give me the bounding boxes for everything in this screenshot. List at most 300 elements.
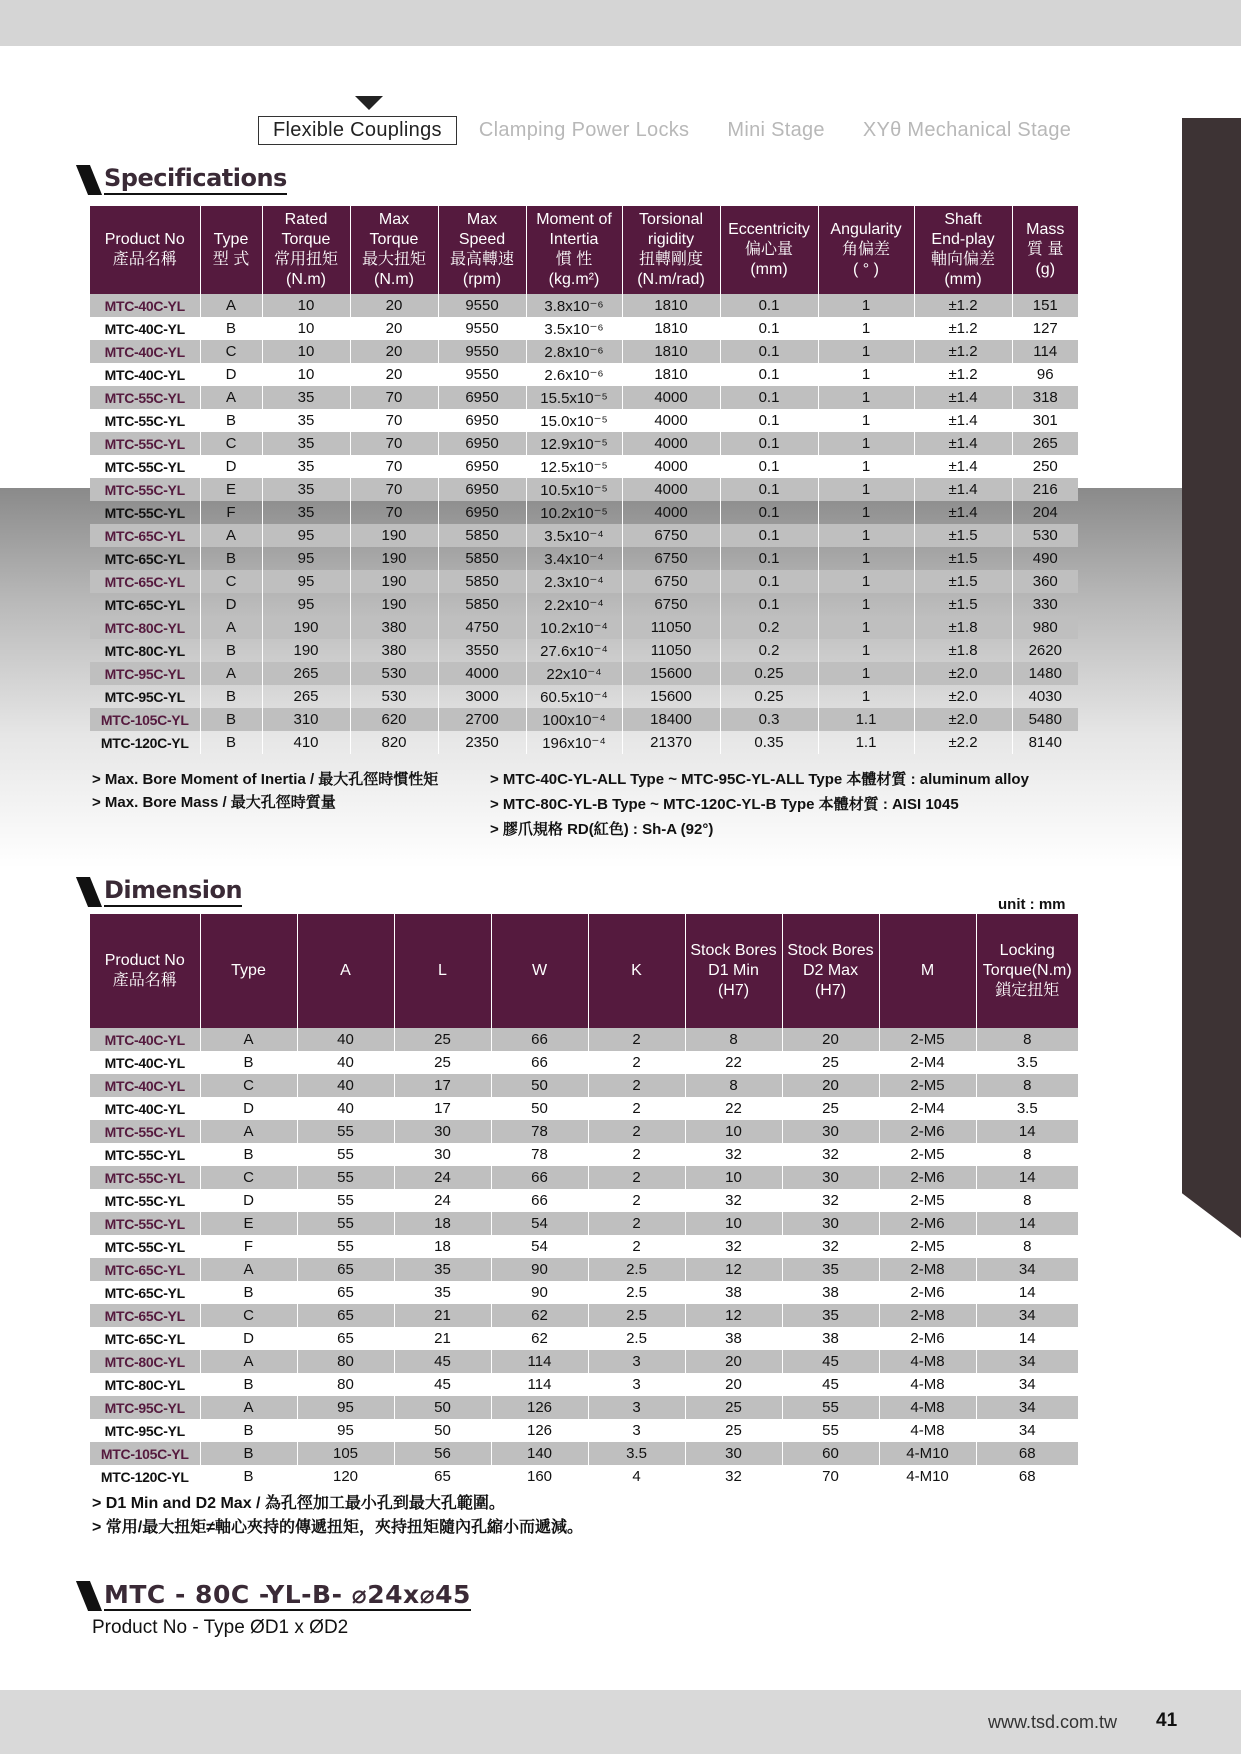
table-row xyxy=(90,363,1078,386)
table-cell: 70 xyxy=(350,478,438,501)
table-row xyxy=(90,593,1078,616)
product-no-cell: MTC-40C-YL xyxy=(90,1097,200,1120)
table-cell: B xyxy=(200,1419,297,1442)
table-cell: 151 xyxy=(1012,294,1078,317)
table-cell: 35 xyxy=(262,501,350,524)
table-cell: ±2.2 xyxy=(914,731,1012,754)
product-no-cell: MTC-55C-YL xyxy=(90,1212,200,1235)
table-cell: D xyxy=(200,1097,297,1120)
table-cell: 18 xyxy=(394,1235,491,1258)
spec-header-label: Max xyxy=(466,211,498,228)
note-bore-moment: > Max. Bore Moment of Inertia / 最大孔徑時慣性矩 xyxy=(92,771,439,788)
spec-header-label: (N.m) xyxy=(374,271,414,288)
nav-flexible-couplings[interactable]: Flexible Couplings xyxy=(258,116,457,145)
table-cell: 10 xyxy=(685,1120,782,1143)
spec-header-label: Angularity xyxy=(830,221,902,238)
table-cell: 6750 xyxy=(622,570,720,593)
table-cell: 2-M5 xyxy=(879,1074,976,1097)
table-cell: 4000 xyxy=(438,662,526,685)
table-cell: B xyxy=(200,1465,297,1488)
table-cell: ±1.2 xyxy=(914,363,1012,386)
table-cell: B xyxy=(200,731,262,754)
table-cell: 95 xyxy=(262,593,350,616)
product-no-cell: MTC-40C-YL xyxy=(90,317,200,340)
table-cell: 11050 xyxy=(622,616,720,639)
product-no-cell: MTC-65C-YL xyxy=(90,547,200,570)
table-cell: 190 xyxy=(262,639,350,662)
table-cell: ±1.2 xyxy=(914,294,1012,317)
nav-xy-theta-stage[interactable]: XYθ Mechanical Stage xyxy=(862,118,1072,141)
table-cell: C xyxy=(200,432,262,455)
table-cell: 4750 xyxy=(438,616,526,639)
table-cell: 38 xyxy=(685,1327,782,1350)
table-cell: 114 xyxy=(491,1373,588,1396)
table-cell: 1810 xyxy=(622,363,720,386)
table-cell: 25 xyxy=(782,1051,879,1074)
spec-header-cell xyxy=(350,206,438,294)
table-cell: 45 xyxy=(782,1350,879,1373)
table-cell: 66 xyxy=(491,1028,588,1051)
spec-notes-left xyxy=(92,768,438,814)
table-cell: 190 xyxy=(350,524,438,547)
dim-header-label: K xyxy=(631,962,642,979)
spec-header-cell xyxy=(200,206,262,294)
table-cell: 310 xyxy=(262,708,350,731)
spec-header-label: Speed xyxy=(458,231,506,248)
product-no-cell: MTC-55C-YL xyxy=(90,1143,200,1166)
product-no-cell: MTC-40C-YL xyxy=(90,294,200,317)
table-cell: 22 xyxy=(685,1097,782,1120)
table-cell: 12 xyxy=(685,1304,782,1327)
spec-header-row xyxy=(90,206,1078,294)
table-row xyxy=(90,1235,1078,1258)
spec-header-label: 最大扭矩 xyxy=(361,251,426,268)
table-cell: 4000 xyxy=(622,409,720,432)
table-cell: 1 xyxy=(818,547,914,570)
table-cell: 5850 xyxy=(438,524,526,547)
table-cell: 32 xyxy=(782,1143,879,1166)
table-cell: 530 xyxy=(1012,524,1078,547)
note-torque: > 常用/最大扭矩≠軸心夾持的傳遞扭矩，夾持扭矩隨內孔縮小而遞減。 xyxy=(92,1519,584,1536)
product-no-cell: MTC-40C-YL xyxy=(90,340,200,363)
table-cell: 32 xyxy=(685,1235,782,1258)
table-cell: 1.1 xyxy=(818,731,914,754)
table-cell: ±1.4 xyxy=(914,501,1012,524)
spec-header-label: (g) xyxy=(1035,261,1056,278)
table-cell: 40 xyxy=(297,1028,394,1051)
table-cell: 70 xyxy=(350,455,438,478)
spec-header-cell xyxy=(262,206,350,294)
table-cell: B xyxy=(200,547,262,570)
product-no-cell: MTC-40C-YL xyxy=(90,1028,200,1051)
dim-header-row xyxy=(90,914,1078,1028)
table-row xyxy=(90,547,1078,570)
table-cell: 2-M8 xyxy=(879,1304,976,1327)
table-cell: B xyxy=(200,685,262,708)
table-cell: 265 xyxy=(262,662,350,685)
table-cell: 3 xyxy=(588,1419,685,1442)
table-cell: 4-M10 xyxy=(879,1442,976,1465)
spec-header-label: (mm) xyxy=(750,261,788,278)
dim-header-label: Product No xyxy=(104,952,185,969)
table-cell: 105 xyxy=(297,1442,394,1465)
footer-url[interactable]: www.tsd.com.tw xyxy=(988,1712,1118,1732)
table-cell: 70 xyxy=(350,432,438,455)
table-cell: 301 xyxy=(1032,412,1058,429)
table-cell: 0.1 xyxy=(720,478,818,501)
specifications-table xyxy=(90,206,1078,754)
table-row xyxy=(90,1465,1078,1488)
table-cell: ±1.5 xyxy=(914,547,1012,570)
table-cell: 55 xyxy=(297,1189,394,1212)
table-cell: 3.5 xyxy=(1016,1054,1038,1071)
table-cell: 318 xyxy=(1012,386,1078,409)
dimension-title: Dimension xyxy=(104,876,242,907)
table-cell: B xyxy=(200,1373,297,1396)
spec-header-label: 慣 性 xyxy=(555,251,593,268)
table-cell: 45 xyxy=(394,1350,491,1373)
table-cell: 1480 xyxy=(1012,662,1078,685)
table-cell: ±1.8 xyxy=(914,639,1012,662)
spec-header-label: (kg.m²) xyxy=(548,271,600,288)
table-cell: 3.5 xyxy=(588,1442,685,1465)
table-cell: 38 xyxy=(685,1281,782,1304)
table-cell: 30 xyxy=(782,1120,879,1143)
table-cell: 4-M10 xyxy=(879,1465,976,1488)
table-cell: 78 xyxy=(491,1120,588,1143)
table-cell: D xyxy=(200,455,262,478)
table-cell: 0.1 xyxy=(720,547,818,570)
table-cell: B xyxy=(200,1442,297,1465)
product-no-cell: MTC-55C-YL xyxy=(90,1120,200,1143)
table-cell: 4030 xyxy=(1028,688,1062,705)
table-cell: 1 xyxy=(818,501,914,524)
table-cell: E xyxy=(200,1212,297,1235)
table-cell: 114 xyxy=(491,1350,588,1373)
table-cell: ±1.5 xyxy=(914,593,1012,616)
dim-header-cell xyxy=(297,914,394,1028)
table-cell: ±1.2 xyxy=(914,340,1012,363)
table-cell: 190 xyxy=(350,593,438,616)
table-cell: 56 xyxy=(394,1442,491,1465)
right-side-bar xyxy=(1182,118,1241,1238)
nav-mini-stage[interactable]: Mini Stage xyxy=(727,118,825,141)
dim-notes xyxy=(92,1492,583,1540)
table-cell: 114 xyxy=(1012,340,1078,363)
example-code-heading xyxy=(82,1580,471,1611)
table-row xyxy=(90,731,1078,754)
table-cell: 6750 xyxy=(622,593,720,616)
table-cell: 65 xyxy=(394,1465,491,1488)
table-cell: 1 xyxy=(818,386,914,409)
table-cell: 30 xyxy=(685,1442,782,1465)
spec-header-cell xyxy=(1012,206,1078,294)
table-cell: 0.1 xyxy=(720,386,818,409)
page-number: 41 xyxy=(1156,1710,1178,1731)
table-cell: 2350 xyxy=(438,731,526,754)
table-cell: 0.1 xyxy=(720,294,818,317)
table-cell: 15.0x10⁻⁵ xyxy=(526,409,622,432)
table-cell: 32 xyxy=(782,1235,879,1258)
table-cell: 2700 xyxy=(438,708,526,731)
table-cell: C xyxy=(200,1074,297,1097)
table-cell: 32 xyxy=(782,1189,879,1212)
spec-header-cell xyxy=(438,206,526,294)
table-cell: A xyxy=(200,1120,297,1143)
spec-header-label: 型 式 xyxy=(212,251,250,268)
spec-header-cell xyxy=(914,206,1012,294)
dim-header-cell xyxy=(491,914,588,1028)
table-cell: 8 xyxy=(1023,1192,1032,1209)
table-row xyxy=(90,1074,1078,1097)
table-cell: 8 xyxy=(685,1028,782,1051)
table-cell: 330 xyxy=(1032,596,1058,613)
table-cell: 35 xyxy=(262,455,350,478)
spec-header-label: ( ° ) xyxy=(853,261,879,278)
table-cell: 1 xyxy=(818,294,914,317)
dim-header-label: Torque(N.m) xyxy=(982,962,1072,979)
dim-header-label: Locking xyxy=(999,942,1055,959)
table-cell: 95 xyxy=(262,547,350,570)
table-cell: 3000 xyxy=(438,685,526,708)
table-cell: 18 xyxy=(394,1212,491,1235)
table-cell: 1 xyxy=(818,524,914,547)
table-cell: ±1.8 xyxy=(914,616,1012,639)
table-cell: 2 xyxy=(588,1235,685,1258)
table-row xyxy=(90,524,1078,547)
spec-header-label: 角偏差 xyxy=(841,241,890,258)
table-cell: 15.5x10⁻⁵ xyxy=(526,386,622,409)
specifications-title: Specifications xyxy=(104,164,287,195)
table-cell: 70 xyxy=(350,386,438,409)
table-cell: 35 xyxy=(262,478,350,501)
table-cell: 1 xyxy=(818,455,914,478)
table-cell: 34 xyxy=(976,1258,1078,1281)
table-cell: 10 xyxy=(262,340,350,363)
table-cell: 24 xyxy=(394,1166,491,1189)
table-cell: 20 xyxy=(685,1350,782,1373)
table-cell: 9550 xyxy=(438,340,526,363)
spec-header-label: 扭轉剛度 xyxy=(638,251,703,268)
table-cell: 55 xyxy=(782,1396,879,1419)
table-cell: 190 xyxy=(262,616,350,639)
table-cell: 2 xyxy=(588,1143,685,1166)
table-cell: 2-M6 xyxy=(879,1281,976,1304)
table-cell: 4-M8 xyxy=(879,1373,976,1396)
product-no-cell: MTC-55C-YL xyxy=(90,478,200,501)
table-cell: 204 xyxy=(1032,504,1058,521)
table-cell: 95 xyxy=(262,524,350,547)
table-cell: B xyxy=(200,1281,297,1304)
table-cell: 126 xyxy=(491,1419,588,1442)
table-cell: 265 xyxy=(262,685,350,708)
dim-header-cell xyxy=(200,914,297,1028)
table-cell: 530 xyxy=(350,662,438,685)
spec-header-label: Torque xyxy=(369,231,419,248)
table-cell: 2.5 xyxy=(588,1327,685,1350)
table-cell: 1 xyxy=(818,639,914,662)
table-cell: 10 xyxy=(262,363,350,386)
table-row xyxy=(90,662,1078,685)
table-cell: 68 xyxy=(976,1442,1078,1465)
table-cell: ±1.5 xyxy=(914,570,1012,593)
table-cell: 2-M6 xyxy=(879,1166,976,1189)
table-cell: 40 xyxy=(297,1074,394,1097)
table-cell: 20 xyxy=(782,1074,879,1097)
table-cell: 25 xyxy=(394,1028,491,1051)
table-cell: 0.25 xyxy=(720,662,818,685)
table-cell: 1 xyxy=(818,363,914,386)
table-cell: 1 xyxy=(818,662,914,685)
spec-header-label: Torque xyxy=(281,231,331,248)
table-cell: 160 xyxy=(491,1465,588,1488)
table-cell: 34 xyxy=(976,1350,1078,1373)
table-cell: 1.1 xyxy=(818,708,914,731)
table-cell: D xyxy=(200,1327,297,1350)
product-no-cell: MTC-80C-YL xyxy=(90,1350,200,1373)
table-cell: ±1.4 xyxy=(914,386,1012,409)
table-row xyxy=(90,1350,1078,1373)
table-cell: 35 xyxy=(782,1258,879,1281)
product-no-cell: MTC-65C-YL xyxy=(90,1281,200,1304)
table-cell: 216 xyxy=(1012,478,1078,501)
table-row xyxy=(90,317,1078,340)
table-cell: 22 xyxy=(685,1051,782,1074)
product-no-cell: MTC-40C-YL xyxy=(90,1051,200,1074)
spec-header-label: Eccentricity xyxy=(728,221,810,238)
product-no-cell: MTC-65C-YL xyxy=(90,1327,200,1350)
table-cell: 380 xyxy=(350,639,438,662)
table-cell: 2.2x10⁻⁴ xyxy=(526,593,622,616)
table-cell: 2-M6 xyxy=(879,1327,976,1350)
table-row xyxy=(90,570,1078,593)
table-cell: 8 xyxy=(1023,1146,1032,1163)
table-cell: 6750 xyxy=(622,547,720,570)
table-row xyxy=(90,1442,1078,1465)
table-cell: 35 xyxy=(262,386,350,409)
spec-header-label: 軸向偏差 xyxy=(930,251,995,268)
table-cell: 60 xyxy=(782,1442,879,1465)
table-cell: 6950 xyxy=(438,478,526,501)
table-cell: B xyxy=(200,409,262,432)
table-cell: 5850 xyxy=(438,593,526,616)
table-cell: 34 xyxy=(1018,1376,1036,1393)
table-cell: 12.5x10⁻⁵ xyxy=(526,455,622,478)
product-no-cell: MTC-80C-YL xyxy=(90,1373,200,1396)
table-cell: 25 xyxy=(394,1051,491,1074)
spec-header-label: (rpm) xyxy=(462,271,502,288)
table-cell: 45 xyxy=(394,1373,491,1396)
table-cell: 2.6x10⁻⁶ xyxy=(526,363,622,386)
product-no-cell: MTC-55C-YL xyxy=(90,455,200,478)
table-cell: C xyxy=(200,1304,297,1327)
table-cell: D xyxy=(200,363,262,386)
table-cell: 0.2 xyxy=(720,639,818,662)
table-cell: C xyxy=(200,340,262,363)
category-nav xyxy=(258,115,1109,145)
table-cell: 6950 xyxy=(438,409,526,432)
spec-header-cell xyxy=(526,206,622,294)
table-cell: 38 xyxy=(782,1327,879,1350)
table-cell: 620 xyxy=(350,708,438,731)
table-cell: 2-M5 xyxy=(879,1235,976,1258)
table-cell: 20 xyxy=(350,317,438,340)
product-no-cell: MTC-80C-YL xyxy=(90,639,200,662)
table-cell: 0.1 xyxy=(720,501,818,524)
table-cell: A xyxy=(200,1396,297,1419)
dim-header-cell xyxy=(879,914,976,1028)
table-cell: 6950 xyxy=(438,501,526,524)
table-cell: 35 xyxy=(782,1304,879,1327)
table-cell: 5850 xyxy=(438,570,526,593)
table-cell: 50 xyxy=(394,1396,491,1419)
table-cell: 66 xyxy=(491,1051,588,1074)
table-cell: 2 xyxy=(588,1212,685,1235)
table-cell: 360 xyxy=(1012,570,1078,593)
table-cell: F xyxy=(200,1235,297,1258)
table-row xyxy=(90,386,1078,409)
table-cell: 2 xyxy=(588,1097,685,1120)
table-cell: 2-M8 xyxy=(879,1258,976,1281)
table-cell: 6750 xyxy=(622,524,720,547)
note-aisi: > MTC-80C-YL-B Type ~ MTC-120C-YL-B Type 本體材質 : AISI 1045 xyxy=(490,796,959,813)
table-cell: 30 xyxy=(782,1166,879,1189)
table-row xyxy=(90,1166,1078,1189)
table-cell: 24 xyxy=(394,1189,491,1212)
table-cell: 2-M4 xyxy=(879,1051,976,1074)
spec-header-label: 偏心量 xyxy=(744,241,793,258)
table-row xyxy=(90,1051,1078,1074)
table-cell: 35 xyxy=(394,1281,491,1304)
table-cell: 3 xyxy=(588,1396,685,1419)
table-cell: 1 xyxy=(818,432,914,455)
table-cell: 90 xyxy=(491,1281,588,1304)
table-cell: 4-M8 xyxy=(879,1350,976,1373)
table-cell: 95 xyxy=(297,1419,394,1442)
table-cell: 17 xyxy=(394,1097,491,1120)
dim-header-label: L xyxy=(438,962,447,979)
table-cell: A xyxy=(200,1258,297,1281)
table-row xyxy=(90,708,1078,731)
nav-clamping-power-locks[interactable]: Clamping Power Locks xyxy=(478,118,690,141)
example-code: MTC - 80C -YL-B- ⌀24x⌀45 xyxy=(104,1580,471,1609)
table-row xyxy=(90,294,1078,317)
specifications-heading xyxy=(82,164,287,195)
table-cell: 11050 xyxy=(622,639,720,662)
table-cell: 0.35 xyxy=(720,731,818,754)
table-cell: 380 xyxy=(350,616,438,639)
table-cell: 54 xyxy=(491,1235,588,1258)
table-cell: A xyxy=(200,386,262,409)
table-cell: 410 xyxy=(262,731,350,754)
table-cell: 530 xyxy=(350,685,438,708)
table-cell: 40 xyxy=(297,1051,394,1074)
table-cell: 62 xyxy=(491,1327,588,1350)
table-cell: 25 xyxy=(685,1396,782,1419)
table-cell: 55 xyxy=(297,1143,394,1166)
table-cell: 4000 xyxy=(622,432,720,455)
table-cell: 10 xyxy=(262,294,350,317)
table-cell: 55 xyxy=(782,1419,879,1442)
dim-header-cell xyxy=(394,914,491,1028)
table-cell: 100x10⁻⁴ xyxy=(526,708,622,731)
table-cell: 0.3 xyxy=(720,708,818,731)
table-cell: 70 xyxy=(350,409,438,432)
note-bore-mass: > Max. Bore Mass / 最大孔徑時質量 xyxy=(92,794,336,811)
table-cell: 0.1 xyxy=(720,340,818,363)
table-cell: 8140 xyxy=(1028,734,1062,751)
table-cell: 980 xyxy=(1012,616,1078,639)
